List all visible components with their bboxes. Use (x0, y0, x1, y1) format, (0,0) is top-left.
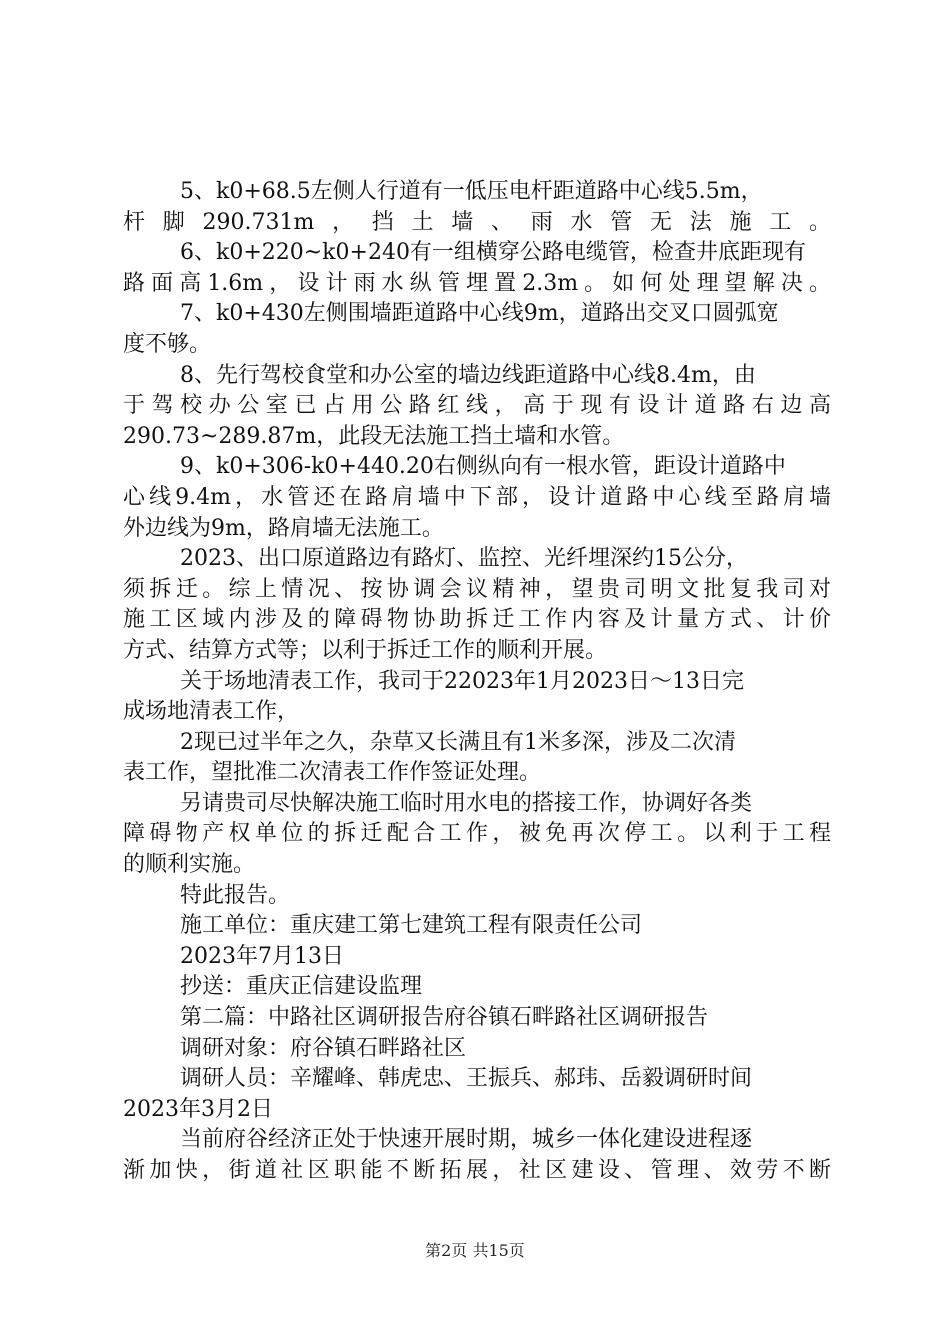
text-line: 2023年3月2日 (123, 1096, 273, 1122)
text-line: 心线9.4m，水管还在路肩墙中下部，设计道路中心线至路肩墙 (123, 484, 831, 510)
text-line: 施工单位：重庆建工第七建筑工程有限责任公司 (180, 913, 643, 939)
text-line: 方式、结算方式等；以利于拆迁工作的顺利开展。 (123, 637, 608, 663)
text-line: 障碍物产权单位的拆迁配合工作，被免再次停工。以利于工程 (123, 821, 831, 847)
text-line: 6、k0+220~k0+240有一组横穿公路电缆管，检查井底距现有 (180, 240, 806, 266)
text-line: 度不够。 (123, 331, 212, 357)
text-line: 表工作，望批准二次清表工作作签证处理。 (123, 760, 542, 786)
text-line: 第二篇：中路社区调研报告府谷镇石畔路社区调研报告 (180, 1005, 709, 1031)
text-line: 杆脚290.731m，挡土墙、雨水管无法施工。 (123, 209, 831, 235)
text-line: 290.73~289.87m，此段无法施工挡土墙和水管。 (123, 423, 625, 449)
text-line: 特此报告。 (180, 882, 291, 908)
text-line: 9、k0+306-k0+440.20右侧纵向有一根水管，距设计道路中 (180, 454, 786, 480)
text-line: 渐加快，街道社区职能不断拓展，社区建设、管理、效劳不断 (123, 1158, 831, 1183)
text-line: 7、k0+430左侧围墙距道路中心线9m，道路出交叉口圆弧宽 (180, 301, 779, 327)
text-line: 当前府谷经济正处于快速开展时期，城乡一体化建设进程逐 (180, 1127, 753, 1153)
text-line: 调研人员：辛耀峰、韩虎忠、王振兵、郝玮、岳毅调研时间 (180, 1066, 753, 1092)
text-line: 抄送：重庆正信建设监理 (180, 974, 423, 1000)
text-line: 须拆迁。综上情况、按协调会议精神，望贵司明文批复我司对 (123, 576, 831, 602)
text-line: 另请贵司尽快解决施工临时用水电的搭接工作，协调好各类 (180, 790, 753, 816)
text-line: 调研对象：府谷镇石畔路社区 (180, 1035, 467, 1061)
page-footer: 第2页 共15页 (425, 1241, 525, 1260)
text-line: 2023年7月13日 (180, 943, 344, 969)
text-line: 的顺利实施。 (123, 852, 256, 878)
text-line: 2现已过半年之久，杂草又长满且有1米多深，涉及二次清 (180, 729, 736, 755)
text-line: 于驾校办公室已占用公路红线，高于现有设计道路右边高 (123, 393, 831, 419)
text-line: 成场地清表工作， (123, 699, 300, 725)
text-line: 2023、出口原道路边有路灯、监控、光纤埋深约15公分， (180, 546, 748, 572)
text-line: 外边线为9m，路肩墙无法施工。 (123, 515, 444, 541)
text-line: 8、先行驾校食堂和办公室的墙边线距道路中心线8.4m，由 (180, 362, 756, 388)
text-line: 路面高1.6m，设计雨水纵管埋置2.3m。如何处理望解决。 (123, 270, 831, 296)
text-line: 施工区域内涉及的障碍物协助拆迁工作内容及计量方式、计价 (123, 607, 831, 633)
text-line: 关于场地清表工作，我司于22023年1月2023日～13日完 (180, 668, 744, 694)
text-line: 5、k0+68.5左侧人行道有一低压电杆距道路中心线5.5m， (180, 179, 763, 204)
document-body (123, 177, 831, 1187)
